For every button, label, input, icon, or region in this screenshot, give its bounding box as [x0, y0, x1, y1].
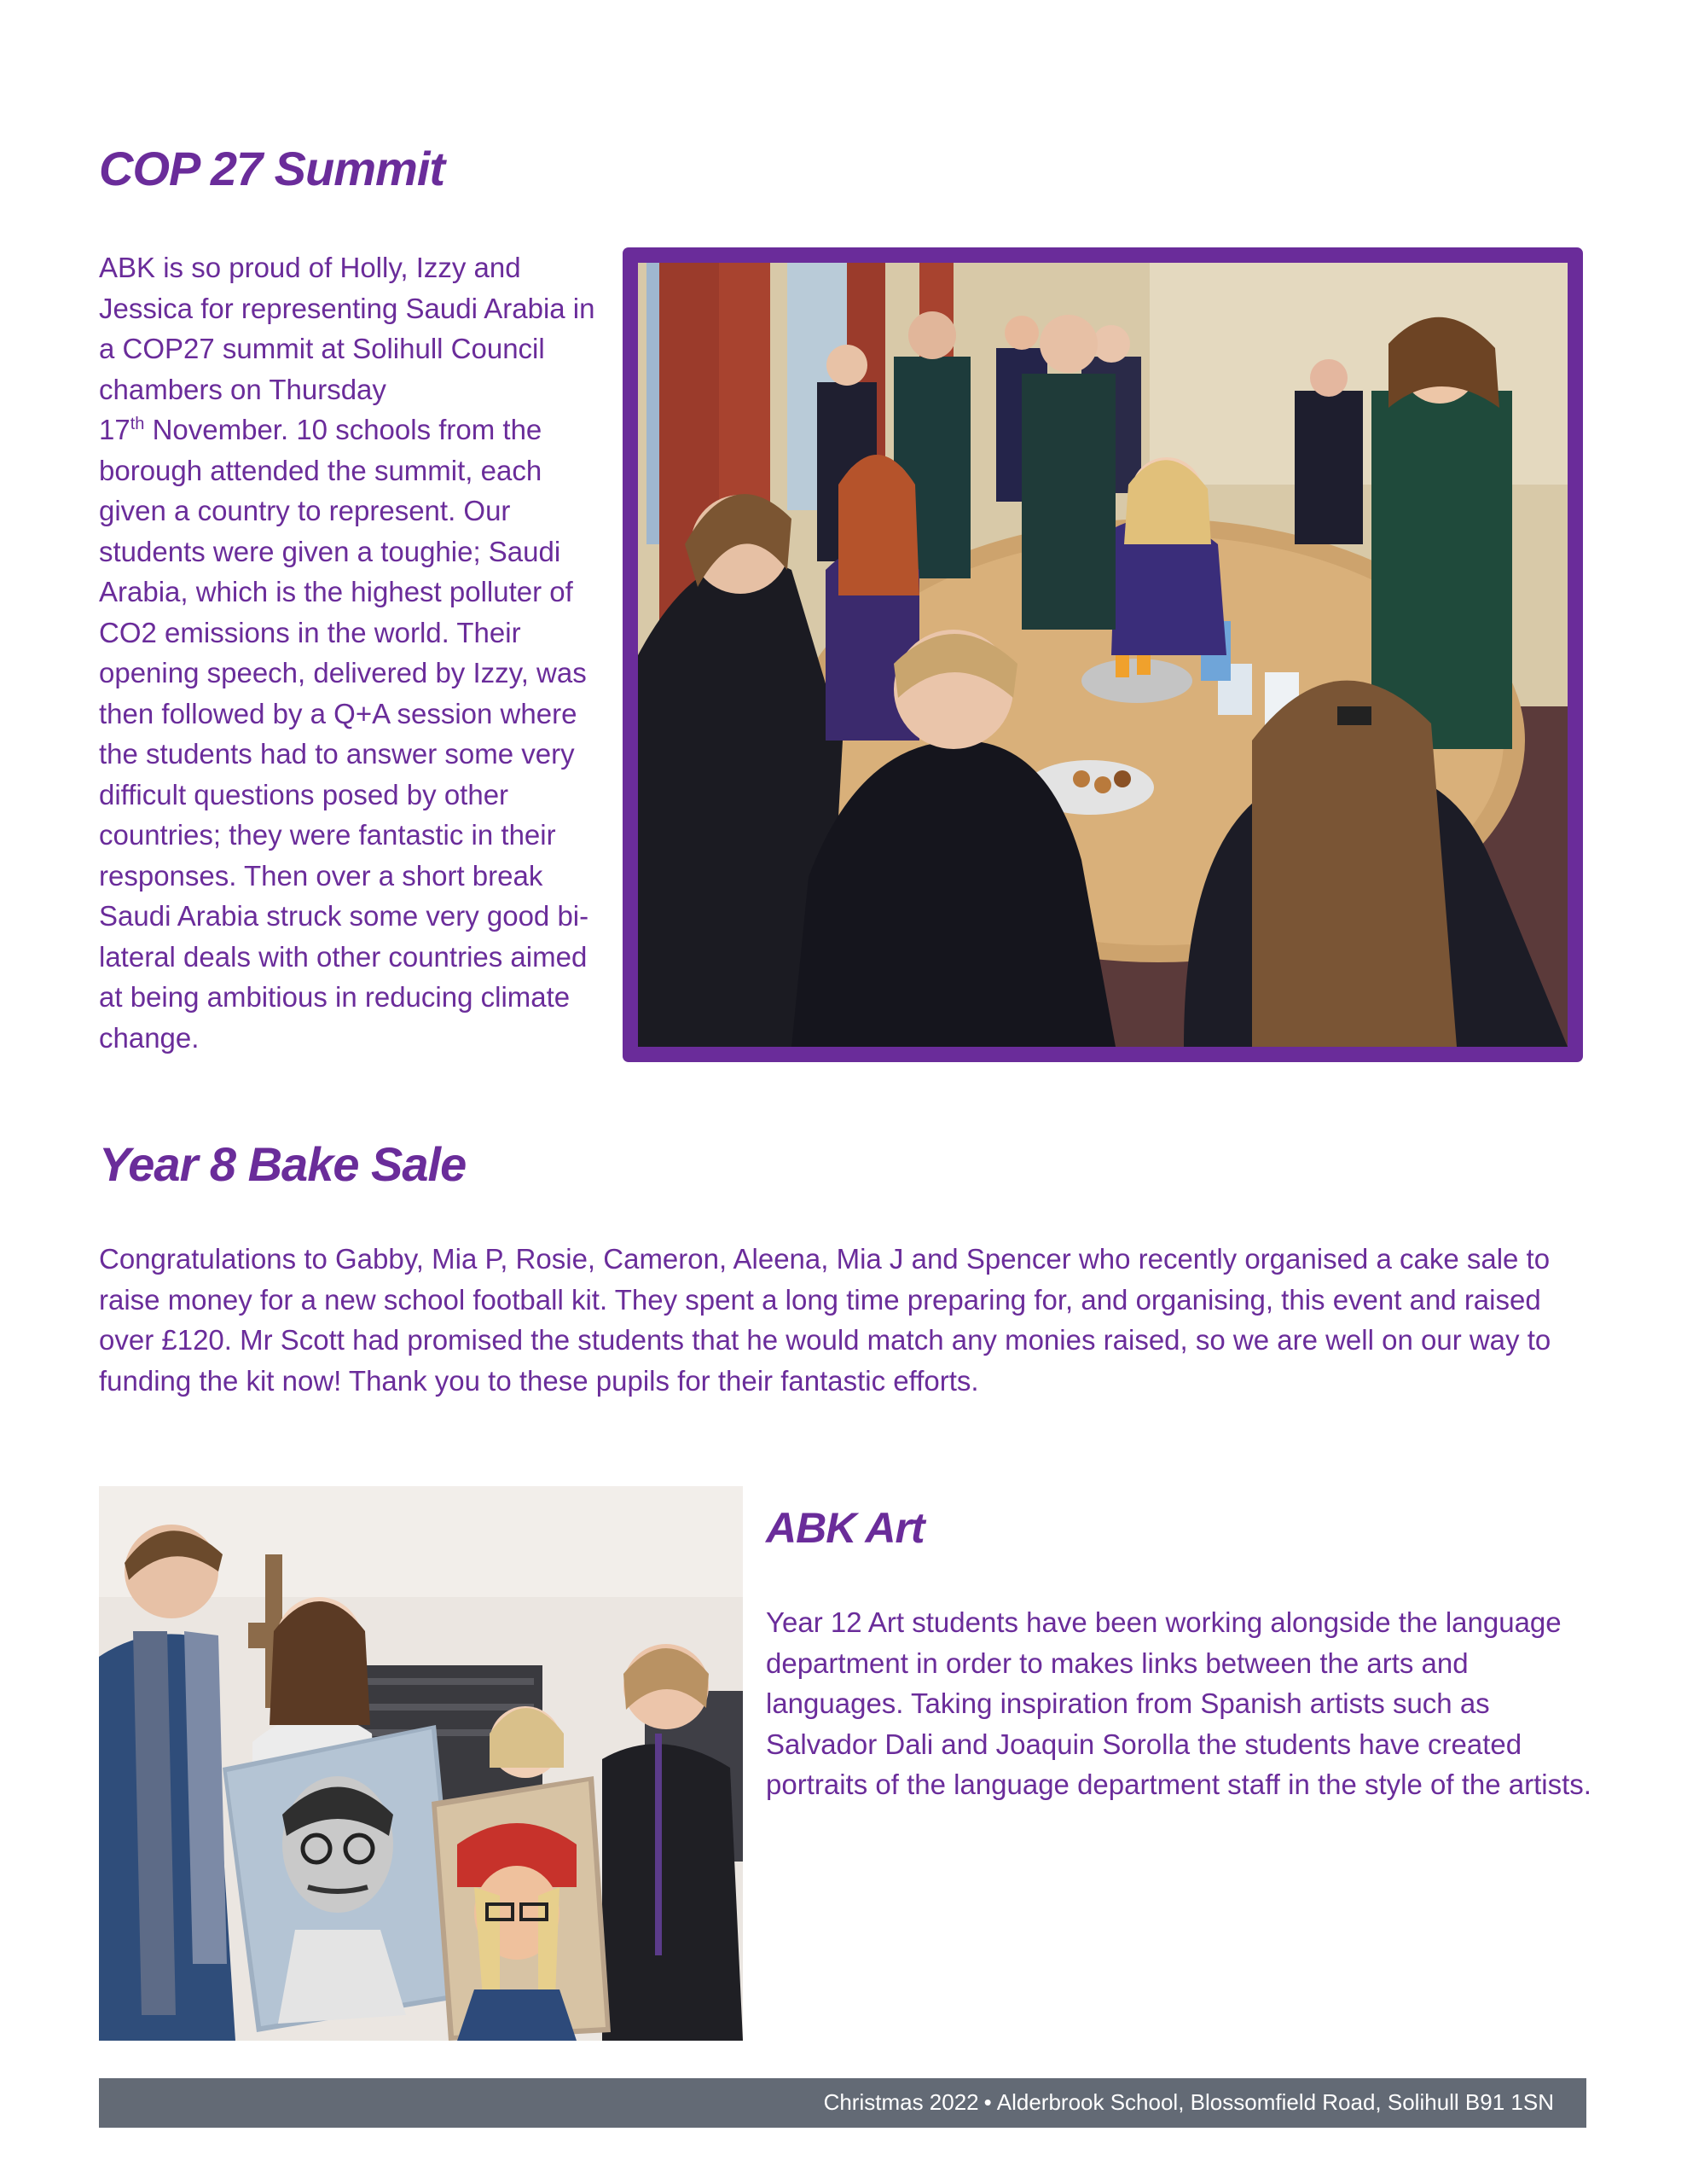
cop-text-start: ABK is so proud of Holly, Izzy and Jessica for representing Saudi Arabia in a COP27 summit at Solihull Council chambers on Thursday	[99, 252, 595, 405]
cop-summit-photo-illustration	[638, 263, 1568, 1047]
cop-summit-photo	[638, 263, 1568, 1047]
bake-sale-paragraph: Congratulations to Gabby, Mia P, Rosie, Cameron, Aleena, Mia J and Spencer who recently organised a cake sale to raise money for a new school football kit. They spent a long time preparing for, and organising, this event and raised over £120. Mr Scott had promised the students that he would match any monies raised, so we are well on our way to funding the kit now! Thank you to these pupils for their fantastic efforts.	[99, 1243, 1551, 1397]
footer-text	[824, 2089, 1554, 2116]
cop-date-sup: th	[130, 415, 145, 433]
cop-heading: COP 27 Summit	[99, 142, 445, 195]
footer-address: Alderbrook School, Blossomfield Road, Solihull B91 1SN	[996, 2089, 1554, 2115]
footer-bar	[99, 2078, 1586, 2128]
art-photo	[99, 1486, 743, 2041]
cop-photo-frame	[623, 247, 1583, 1062]
footer-bullet: •	[983, 2089, 992, 2115]
bake-sale-heading: Year 8 Bake Sale	[99, 1137, 467, 1191]
cop-date-day: 17	[99, 414, 130, 445]
footer-edition: Christmas 2022	[823, 2089, 979, 2115]
abk-art-heading: ABK Art	[766, 1504, 925, 1552]
abk-art-paragraph: Year 12 Art students have been working alongside the language department in order to makes links between the arts and languages. Taking inspiration from Spanish artists such as Salvador Dali and Joaquin Sorolla the students have created portraits of the language department staff in the style of the artists.	[766, 1606, 1591, 1800]
cop-text-end: November. 10 schools from the borough attended the summit, each given a country to represent. Our students were given a toughie; Saudi Arabia, which is the highest polluter of CO2 emissions in the world. Their opening speech, delivered by Izzy, was then followed by a Q+A session where the students had to answer some very difficult questions posed by other countries; they were fantastic in their responses. Then over a short break Saudi Arabia struck some very good bi-lateral deals with other countries aimed at being ambitious in reducing climate change.	[99, 414, 589, 1054]
art-photo-illustration	[99, 1486, 743, 2041]
cop-paragraph	[99, 247, 602, 1058]
